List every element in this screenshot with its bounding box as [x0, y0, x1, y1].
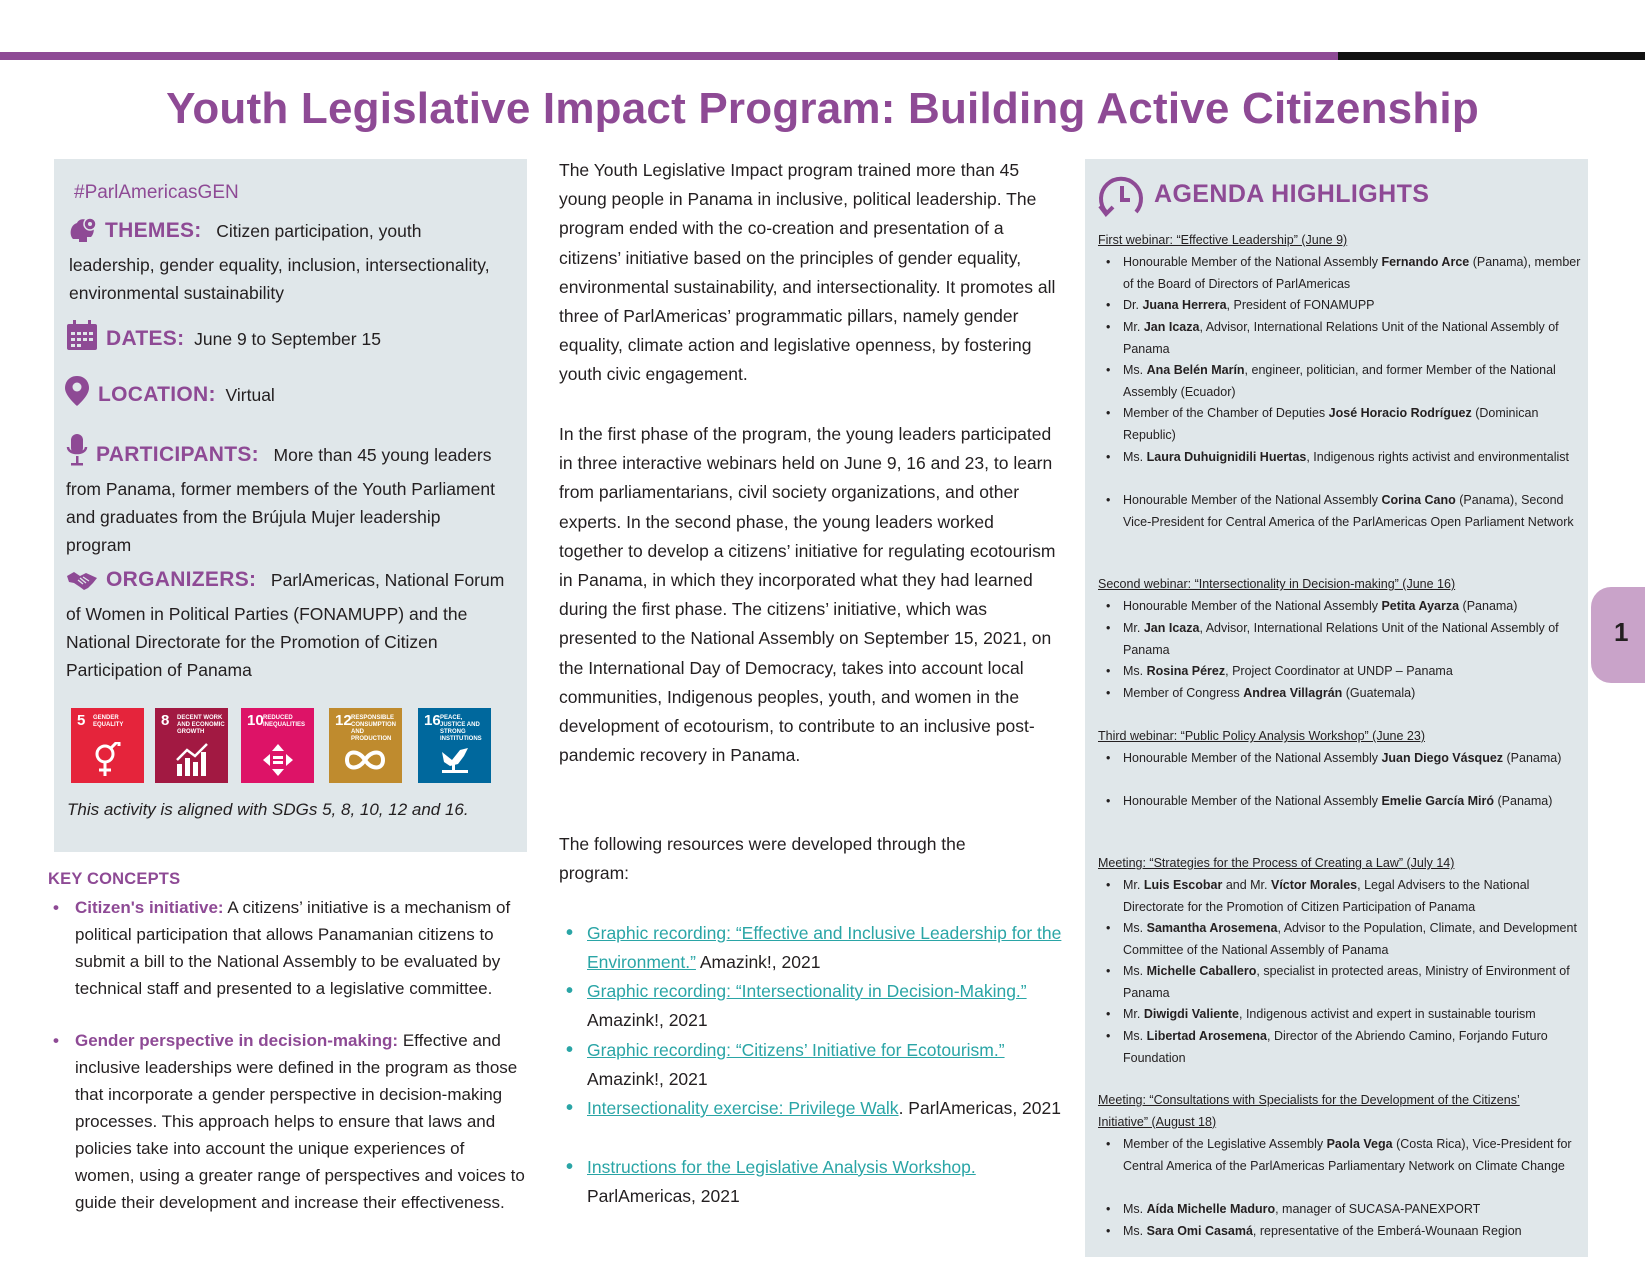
themes-block: [69, 217, 509, 307]
agenda-item: • Mr. Luis Escobar and Mr. Víctor Morales, Legal Advisers to the National Directorate for the Promotion of Citizen Participation of Panama: [1106, 878, 1530, 914]
top-rule-black: [1338, 52, 1645, 60]
dates-text: June 9 to September 15: [194, 329, 381, 349]
key-concept-item: • Citizen's initiative: A citizens’ initiative is a mechanism of political participation that allows Panamanian citizens to submit a bill to the National Assembly to be evaluated by technical staff and presented to a legislative committee.: [75, 894, 525, 1002]
agenda-item: • Member of Congress Andrea Villagrán (Guatemala): [1106, 686, 1416, 700]
agenda-item: • Member of the Legislative Assembly Paola Vega (Costa Rica), Vice-President for Central America of the ParlAmericas Parliamentary Network on Climate Change: [1106, 1137, 1572, 1173]
resource-link[interactable]: Graphic recording: “Citizens’ Initiative for Ecotourism.”: [587, 1040, 1005, 1060]
bullet: •: [566, 1156, 574, 1178]
agenda-item: • Honourable Member of the National Assembly Juan Diego Vásquez (Panama): [1106, 751, 1562, 765]
bullet: •: [566, 1039, 574, 1061]
resource-item: • Intersectionality exercise: Privilege Walk. ParlAmericas, 2021: [587, 1094, 1062, 1123]
sdg-caption: This activity is aligned with SDGs 5, 8, 10, 12 and 16.: [67, 800, 469, 819]
agenda-item: • Honourable Member of the National Assembly Corina Cano (Panama), Second Vice-President for Central America of the ParlAmericas Open Parliament Network: [1106, 493, 1574, 529]
bullet: •: [566, 922, 574, 944]
sdg-10-tile: 10 REDUCED INEQUALITIES: [241, 708, 314, 783]
resource-link[interactable]: Graphic recording: “Effective and Inclusive Leadership for the Environment.”: [587, 923, 1062, 972]
agenda-section-title: Meeting: “Consultations with Specialists for the Development of the Citizens’ Initiative” (August 18): [1098, 1093, 1520, 1129]
equality-icon: [261, 742, 295, 778]
resource-item: • Graphic recording: “Intersectionality in Decision-Making.” Amazink!, 2021: [587, 977, 1062, 1035]
agenda-item: • Mr. Diwigdi Valiente, Indigenous activist and expert in sustainable tourism: [1106, 1007, 1536, 1021]
page-number: 1: [1614, 617, 1629, 647]
brain-gear-icon: [69, 217, 97, 251]
dove-icon: [438, 742, 472, 778]
gender-icon: [91, 742, 125, 778]
themes-label: THEMES:: [105, 219, 202, 242]
organizers-block: [66, 566, 506, 684]
organizers-text: ParlAmericas, National Forum of Women in Political Parties (FONAMUPP) and the National Directorate for the Promotion of Citizen Participation of Panama: [66, 570, 505, 680]
sdg-16-tile: 16 PEACE, JUSTICE AND STRONG INSTITUTIONS: [418, 708, 491, 783]
top-rule-purple: [0, 52, 1338, 60]
agenda-item: • Ms. Rosina Pérez, Project Coordinator at UNDP – Panama: [1106, 664, 1453, 678]
calendar-icon: [66, 319, 98, 359]
infinity-icon: [343, 742, 387, 778]
map-pin-icon: [64, 375, 90, 415]
agenda-item: • Ms. Libertad Arosemena, Director of the Abriendo Camino, Forjando Futuro Foundation: [1106, 1029, 1548, 1065]
page-title: Youth Legislative Impact Program: Building Active Citizenship: [166, 84, 1479, 133]
sdg-8-tile: 8 DECENT WORK AND ECONOMIC GROWTH: [155, 708, 228, 783]
themes-text: Citizen participation, youth leadership, gender equality, inclusion, intersectionality, environmental sustainability: [69, 221, 490, 303]
location-text: Virtual: [225, 385, 275, 405]
key-concepts-title: KEY CONCEPTS: [48, 870, 181, 888]
agenda-item: • Mr. Jan Icaza, Advisor, International Relations Unit of the National Assembly of Panama: [1106, 320, 1559, 356]
organizers-label: ORGANIZERS:: [106, 568, 257, 591]
location-label: LOCATION:: [98, 383, 216, 406]
resource-link[interactable]: Graphic recording: “Intersectionality in Decision-Making.”: [587, 981, 1027, 1001]
agenda-item: • Ms. Michelle Caballero, specialist in protected areas, Ministry of Environment of Panama: [1106, 964, 1570, 1000]
agenda-item: • Ms. Sara Omi Casamá, representative of the Emberá-Wounaan Region: [1106, 1224, 1522, 1238]
agenda-section-title: Third webinar: “Public Policy Analysis Workshop” (June 23): [1098, 729, 1425, 743]
agenda-item: • Ms. Aída Michelle Maduro, manager of SUCASA-PANEXPORT: [1106, 1202, 1481, 1216]
agenda-item: • Dr. Juana Herrera, President of FONAMUPP: [1106, 298, 1375, 312]
resources-intro: The following resources were developed through the program:: [559, 834, 966, 884]
handshake-icon: [66, 570, 98, 600]
hashtag: #ParlAmericasGEN: [74, 182, 239, 203]
sdg-12-tile: 12 RESPONSIBLE CONSUMPTION AND PRODUCTION: [329, 708, 402, 783]
microphone-icon: [66, 433, 88, 475]
agenda-section-title: Meeting: “Strategies for the Process of Creating a Law” (July 14): [1098, 856, 1455, 870]
agenda-section-title: Second webinar: “Intersectionality in Decision-making” (June 16): [1098, 577, 1456, 591]
agenda-item: • Ms. Ana Belén Marín, engineer, politician, and former Member of the National Assembly (Ecuador): [1106, 363, 1556, 399]
resource-item: • Graphic recording: “Effective and Inclusive Leadership for the Environment.” Amazink!, 2021: [587, 919, 1062, 977]
agenda-item: • Ms. Samantha Arosemena, Advisor to the Population, Climate, and Development Committee of the National Assembly of Panama: [1106, 921, 1577, 957]
resource-item: • Graphic recording: “Citizens’ Initiative for Ecotourism.” Amazink!, 2021: [587, 1036, 1062, 1094]
intro-paragraph: The Youth Legislative Impact program trained more than 45 young people in Panama in inclusive, political leadership. The program ended with the co-creation and presentation of a citizens’ initiative based on the principles of gender equality, environmental sustainability, and intersectionality. It promotes all three of ParlAmericas’ programmatic pillars, namely gender equality, climate action and legislative openness, by fostering youth civic engagement.: [559, 160, 1056, 385]
agenda-section-title: First webinar: “Effective Leadership” (June 9): [1098, 233, 1348, 247]
agenda-title: AGENDA HIGHLIGHTS: [1154, 180, 1430, 208]
resource-item: • Instructions for the Legislative Analysis Workshop. ParlAmericas, 2021: [587, 1153, 1062, 1211]
agenda-item: • Honourable Member of the National Assembly Fernando Arce (Panama), member of the Board of Directors of ParlAmericas: [1106, 255, 1581, 291]
growth-chart-icon: [175, 742, 209, 778]
location-block: [64, 375, 504, 415]
agenda-item: • Mr. Jan Icaza, Advisor, International Relations Unit of the National Assembly of Panama: [1106, 621, 1559, 657]
bullet: •: [53, 1031, 59, 1050]
agenda-item: • Member of the Chamber of Deputies José Horacio Rodríguez (Dominican Republic): [1106, 406, 1539, 442]
dates-block: [66, 319, 506, 359]
participants-text: More than 45 young leaders from Panama, former members of the Youth Parliament and graduates from the Brújula Mujer leadership program: [66, 445, 495, 555]
agenda-item: • Honourable Member of the National Assembly Petita Ayarza (Panama): [1106, 599, 1518, 613]
key-concept-item: • Gender perspective in decision-making: Effective and inclusive leaderships were defined in the program as those that incorporate a gender perspective in decision-making processes. This approach helps to ensure that laws and policies take into account the unique experiences of women, using a greater range of perspectives and voices to guide their development and increase their effectiveness.: [75, 1027, 525, 1216]
bullet: •: [53, 898, 59, 917]
bullet: •: [566, 1097, 574, 1119]
clock-arrow-icon: [1096, 176, 1146, 227]
resource-link[interactable]: Instructions for the Legislative Analysis Workshop.: [587, 1157, 976, 1177]
resource-link[interactable]: Intersectionality exercise: Privilege Walk: [587, 1098, 899, 1118]
bullet: •: [566, 980, 574, 1002]
agenda-item: • Honourable Member of the National Assembly Emelie García Miró (Panama): [1106, 794, 1553, 808]
participants-label: PARTICIPANTS:: [96, 443, 259, 466]
top-rule: [0, 52, 1645, 60]
dates-label: DATES:: [106, 327, 185, 350]
phases-paragraph: In the first phase of the program, the young leaders participated in three interactive webinars held on June 9, 16 and 23, to learn from parliamentarians, civil society organizations, and other experts. In the second phase, the young leaders worked together to develop a citizens’ initiative for regulating ecotourism in Panama, in which they incorporated what they had learned during the first phase. The citizens’ initiative, which was presented to the National Assembly on September 15, 2021, on the International Day of Democracy, takes into account local communities, Indigenous peoples, youth, and women in the development of ecotourism, to contribute to an inclusive post-pandemic recovery in Panama.: [559, 424, 1056, 766]
participants-block: [66, 433, 506, 559]
sdg-5-tile: 5 GENDER EQUALITY: [71, 708, 144, 783]
agenda-item: • Ms. Laura Duhuignidili Huertas, Indigenous rights activist and environmentalist: [1106, 450, 1569, 464]
